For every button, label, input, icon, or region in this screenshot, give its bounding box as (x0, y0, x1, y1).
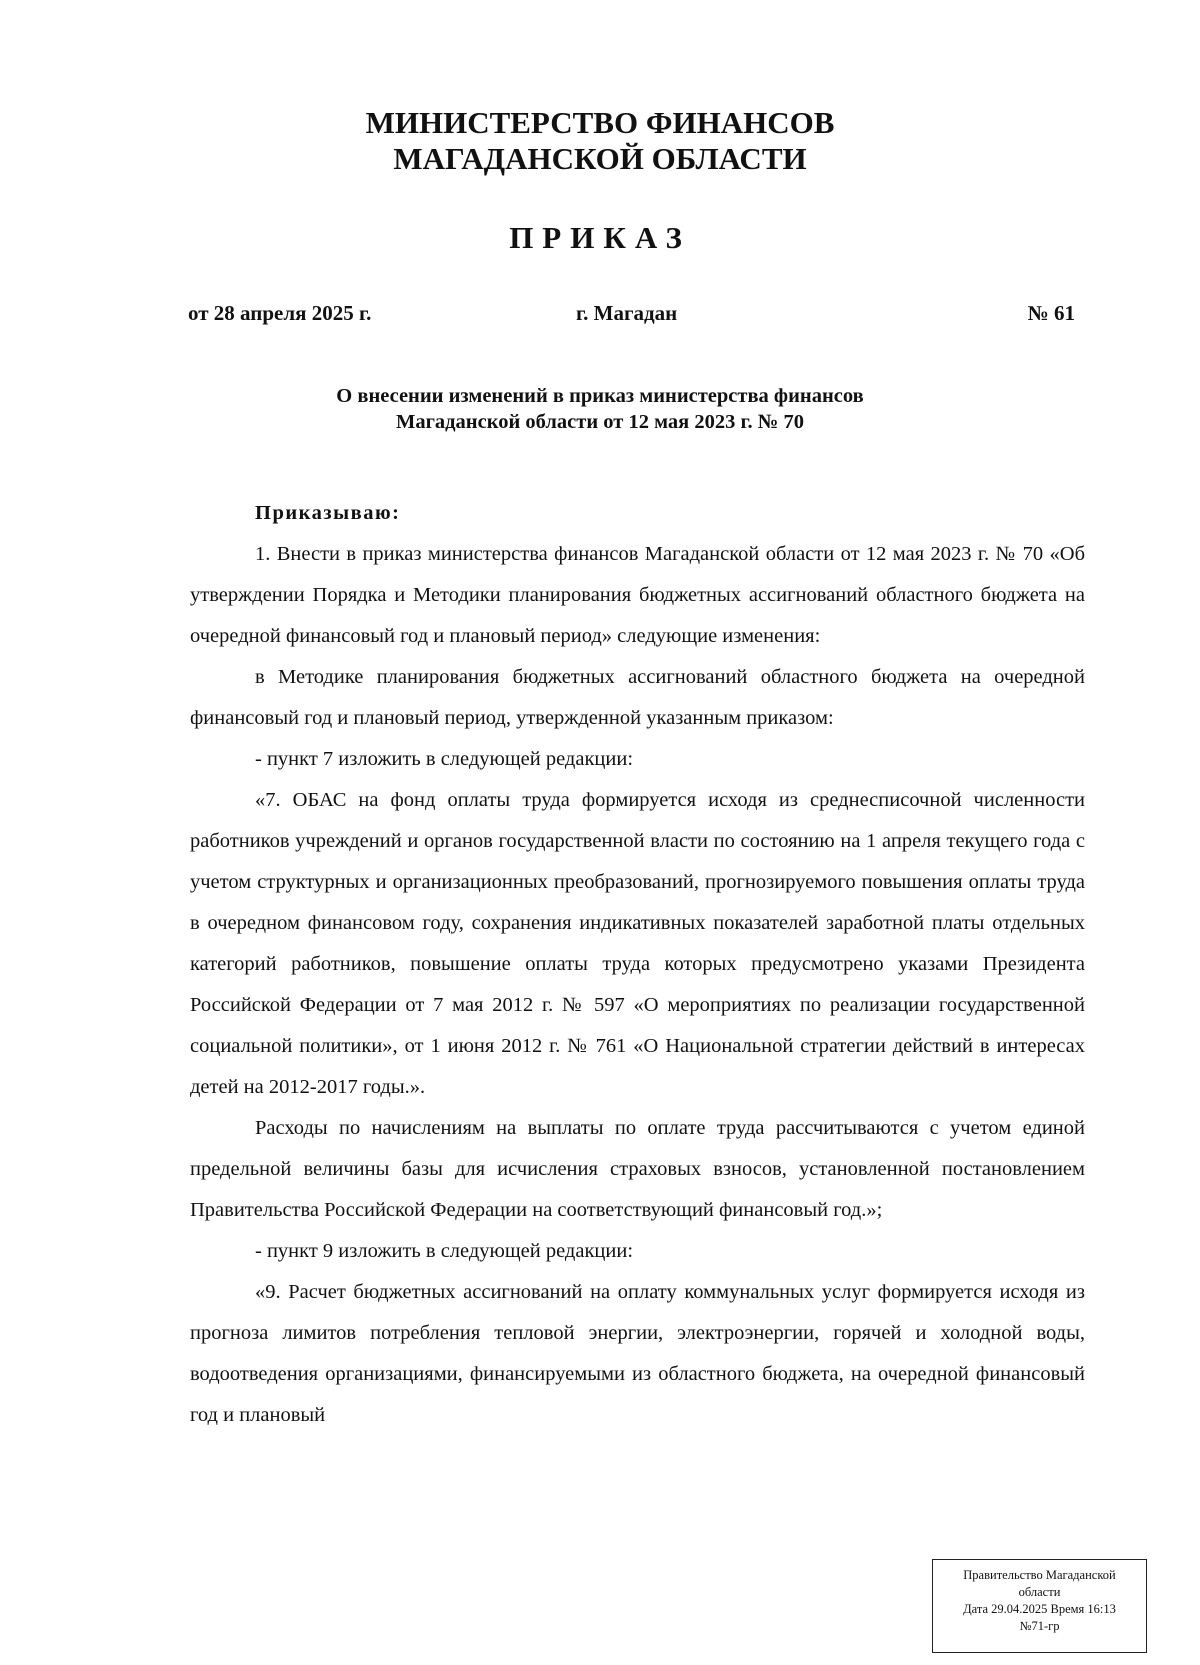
ministry-name-line-2: МАГАДАНСКОЙ ОБЛАСТИ (393, 141, 807, 176)
order-date: от 28 апреля 2025 г. (188, 301, 372, 325)
document-type-title: ПРИКАЗ (509, 220, 691, 255)
order-number: № 61 (1027, 301, 1075, 325)
body-paragraph: Расходы по начислениям на выплаты по оплате труда рассчитываются с учетом единой предельной величины базы для исчисления страховых взносов, установленной постановлением Правительства Российской Федерации на соответствующий финансовый год.»; (190, 1117, 1085, 1221)
registration-stamp (932, 1559, 1147, 1653)
body-paragraph: «7. ОБАС на фонд оплаты труда формируется исходя из среднесписочной численности работников учреждений и органов государственной власти по состоянию на 1 апреля текущего года с учетом структурных и организационных преобразований, прогнозируемого повышения оплаты труда в очередном финансовом году, сохранения индикативных показателей заработной платы отдельных категорий работников, повышение оплаты труда которых предусмотрено указами Президента Российской Федерации от 7 мая 2012 г. № 597 «О мероприятиях по реализации государственной социальной политики», от 1 июня 2012 г. № 761 «О Национальной стратегии действий в интересах детей на 2012-2017 годы.». (190, 789, 1085, 1098)
body-paragraph: «9. Расчет бюджетных ассигнований на оплату коммунальных услуг формируется исходя из прогноза лимитов потребления тепловой энергии, электроэнергии, горячей и холодной воды, водоотведения организациями, финансируемыми из областного бюджета, на очередной финансовый год и плановый (190, 1281, 1085, 1426)
ministry-name-line-1: МИНИСТЕРСТВО ФИНАНСОВ (365, 105, 835, 140)
body-paragraph: 1. Внести в приказ министерства финансов Магаданской области от 12 мая 2023 г. № 70 «Об утверждении Порядка и Методики планирования бюджетных ассигнований областного бюджета на очередной финансовый год и плановый период» следующие изменения: (190, 543, 1085, 647)
order-subject-line-1: О внесении изменений в приказ министерства финансов (336, 385, 864, 407)
stamp-line-4: №71-гр (1019, 1619, 1060, 1633)
stamp-line-3: Дата 29.04.2025 Время 16:13 (963, 1602, 1116, 1616)
order-city: г. Магадан (576, 301, 678, 325)
body-paragraph: - пункт 7 изложить в следующей редакции: (255, 748, 634, 770)
order-meta-row (188, 301, 1075, 331)
body-paragraph: в Методике планирования бюджетных ассигнований областного бюджета на очередной финансовый год и плановый период, утвержденной указанным приказом: (190, 666, 1085, 729)
order-body (190, 493, 1085, 1436)
order-subject (0, 383, 1200, 435)
stamp-line-1: Правительство Магаданской (963, 1568, 1116, 1582)
body-paragraph: - пункт 9 изложить в следующей редакции: (255, 1240, 634, 1262)
order-subject-line-2: Магаданской области от 12 мая 2023 г. № 70 (396, 411, 804, 433)
order-directive: Приказываю: (255, 502, 401, 524)
ministry-heading (0, 105, 1200, 177)
stamp-line-2: области (1018, 1585, 1061, 1599)
